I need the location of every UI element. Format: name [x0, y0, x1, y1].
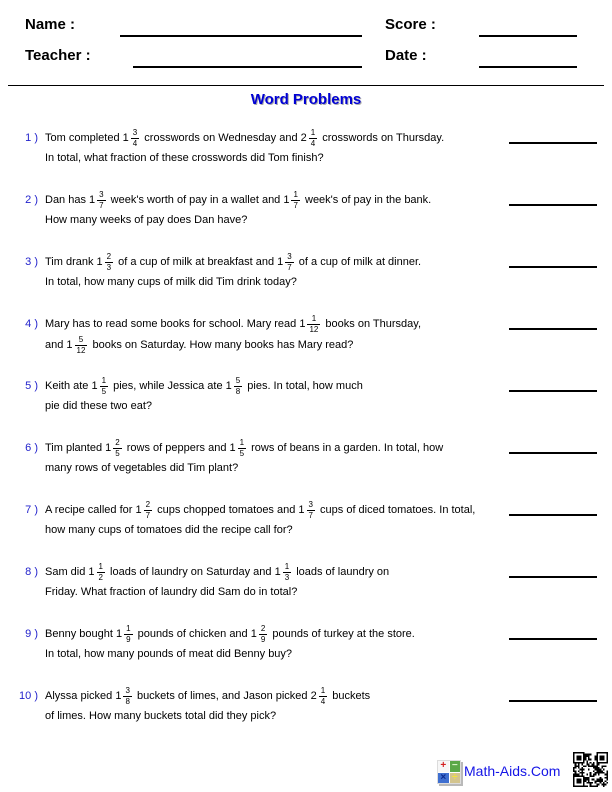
answer-blank-line: [509, 266, 597, 268]
fraction: $\frac{1}{5}$: [239, 438, 245, 458]
problem-row: [0, 622, 612, 663]
mixed-number: 2 $\frac{1}{4}$: [310, 686, 326, 706]
fraction: $\frac{1}{4}$: [310, 128, 316, 148]
problem-number: 10 ): [19, 690, 38, 702]
plus-icon: +: [438, 761, 449, 772]
problem-text: [45, 560, 389, 601]
problem-text-line: How many weeks of pay does Dan have?: [45, 214, 248, 226]
problem-row: [0, 312, 612, 353]
problem-text-line: A recipe called for 1 $\frac{2}{7}$ cups chopped tomatoes and 1 $\frac{3}{7}$ cups of diced tomatoes. In total,: [45, 500, 476, 520]
problem-text-line: of limes. How many buckets total did they pick?: [45, 710, 277, 722]
mixed-number: 1 $\frac{2}{3}$: [96, 252, 112, 272]
mixed-number: 2 $\frac{1}{4}$: [300, 128, 316, 148]
mixed-number: 1 $\frac{1}{7}$: [283, 190, 298, 210]
mixed-number: 1 $\frac{1}{9}$: [115, 624, 131, 644]
mixed-number: 1 $\frac{1}{3}$: [274, 562, 290, 582]
problem-text: [45, 684, 370, 725]
fraction: $\frac{2}{5}$: [115, 438, 120, 458]
mixed-number: 1 $\frac{2}{9}$: [250, 624, 266, 644]
fraction: $\frac{2}{9}$: [260, 624, 266, 644]
problem-text-line: In total, how many pounds of meat did Benny buy?: [45, 648, 293, 660]
answer-blank-line: [509, 576, 597, 578]
answer-blank-line: [509, 328, 597, 330]
problem-number: 7 ): [25, 504, 38, 516]
fraction: $\frac{1}{4}$: [320, 686, 326, 706]
problem-text: [45, 622, 415, 663]
answer-blank-line: [509, 700, 597, 702]
fraction: $\frac{5}{8}$: [235, 376, 241, 396]
problem-text: [45, 498, 475, 539]
problem-number: 3 ): [25, 256, 38, 268]
mixed-number: 1 $\frac{1}{2}$: [88, 562, 103, 582]
problem-text-line: Mary has to read some books for school. Mary read 1 $\frac{1}{12}$ books on Thursday,: [45, 314, 422, 334]
mixed-number: 1 $\frac{3}{4}$: [122, 128, 138, 148]
problem-row: [0, 126, 612, 167]
problem-row: [0, 374, 612, 415]
answer-blank-line: [509, 452, 597, 454]
problem-row: [0, 250, 612, 291]
multiply-icon: ×: [438, 773, 449, 784]
mixed-number: 1 $\frac{2}{7}$: [135, 500, 151, 520]
problem-number: 4 ): [25, 318, 38, 330]
mixed-number: 1 $\frac{1}{5}$: [229, 438, 245, 458]
problem-number: 6 ): [25, 442, 38, 454]
fraction: $\frac{1}{9}$: [126, 624, 131, 644]
fraction: $\frac{2}{7}$: [145, 500, 151, 520]
fraction: $\frac{1}{5}$: [101, 376, 107, 396]
answer-blank-line: [509, 638, 597, 640]
fraction: $\frac{1}{2}$: [98, 562, 103, 582]
problem-text: [45, 188, 431, 229]
mixed-number: 1 $\frac{3}{7}$: [298, 500, 313, 520]
divide-icon: ÷: [450, 773, 461, 784]
minus-icon: −: [450, 761, 461, 772]
answer-blank-line: [509, 390, 597, 392]
problem-text-line: Dan has 1 $\frac{3}{7}$ week's worth of pay in a wallet and 1 $\frac{1}{7}$ week's of pay in the bank.: [45, 190, 432, 210]
fraction: $\frac{1}{12}$: [309, 314, 319, 334]
mixed-number: 1 $\frac{5}{8}$: [225, 376, 241, 396]
problem-text-line: Keith ate 1 $\frac{1}{5}$ pies, while Jessica ate 1 $\frac{5}{8}$ pies. In total, how much: [45, 376, 363, 396]
fraction: $\frac{1}{3}$: [284, 562, 290, 582]
problem-text-line: Sam did 1 $\frac{1}{2}$ loads of laundry on Saturday and 1 $\frac{1}{3}$ loads of laundry on: [45, 562, 390, 582]
problem-text-line: how many cups of tomatoes did the recipe call for?: [45, 524, 293, 536]
problem-number: 8 ): [25, 566, 38, 578]
problem-text-line: Friday. What fraction of laundry did Sam do in total?: [45, 586, 298, 598]
fraction: $\frac{3}{8}$: [125, 686, 130, 706]
math-aids-logo-icon: [437, 760, 461, 784]
mixed-number: 1 $\frac{1}{12}$: [299, 314, 319, 334]
problem-text: [45, 312, 421, 353]
problem-text: [45, 436, 443, 477]
problem-text-line: many rows of vegetables did Tim plant?: [45, 462, 239, 474]
problem-number: 2 ): [25, 194, 38, 206]
answer-blank-line: [509, 514, 597, 516]
fraction: $\frac{3}{7}$: [99, 190, 104, 210]
problem-row: [0, 560, 612, 601]
mixed-number: 1 $\frac{3}{8}$: [115, 686, 130, 706]
page-title: Word Problems: [250, 91, 362, 108]
problem-text-line: In total, how many cups of milk did Tim drink today?: [45, 276, 297, 288]
problem-text-line: and 1 $\frac{5}{12}$ books on Saturday. How many books has Mary read?: [45, 335, 354, 355]
score-label: Score :: [385, 16, 436, 33]
problem-text: [45, 126, 444, 167]
problem-row: [0, 684, 612, 725]
answer-blank-line: [509, 142, 597, 144]
qr-code: [573, 752, 608, 787]
mixed-number: 1 $\frac{5}{12}$: [66, 335, 86, 355]
mixed-number: 1 $\frac{3}{7}$: [277, 252, 292, 272]
problem-text-line: Tom completed 1 $\frac{3}{4}$ crosswords on Wednesday and 2 $\frac{1}{4}$ crosswords on Thursday.: [45, 128, 445, 148]
mixed-number: 1 $\frac{1}{5}$: [91, 376, 107, 396]
date-label: Date :: [385, 47, 427, 64]
problem-row: [0, 436, 612, 477]
problem-text-line: pie did these two eat?: [45, 400, 153, 412]
problem-text: [45, 374, 363, 415]
problem-row: [0, 188, 612, 229]
fraction: $\frac{3}{7}$: [287, 252, 292, 272]
fraction: $\frac{1}{7}$: [293, 190, 298, 210]
mixed-number: 1 $\frac{3}{7}$: [89, 190, 104, 210]
fraction: $\frac{3}{4}$: [132, 128, 138, 148]
brand-link[interactable]: Math-Aids.Com: [464, 763, 561, 779]
teacher-label: Teacher :: [25, 47, 91, 64]
problem-text-line: Tim planted 1 $\frac{2}{5}$ rows of peppers and 1 $\frac{1}{5}$ rows of beans in a garden. In total, how: [45, 438, 444, 458]
problem-text-line: Benny bought 1 $\frac{1}{9}$ pounds of chicken and 1 $\frac{2}{9}$ pounds of turkey at the store.: [45, 624, 415, 644]
fraction: $\frac{2}{3}$: [106, 252, 112, 272]
problem-text-line: In total, what fraction of these crosswords did Tom finish?: [45, 152, 324, 164]
problem-text: [45, 250, 421, 291]
problem-number: 1 ): [25, 132, 38, 144]
fraction: $\frac{5}{12}$: [76, 335, 86, 355]
problem-text-line: Alyssa picked 1 $\frac{3}{8}$ buckets of limes, and Jason picked 2 $\frac{1}{4}$ buckets: [45, 686, 371, 706]
problem-number: 5 ): [25, 380, 38, 392]
mixed-number: 1 $\frac{2}{5}$: [105, 438, 120, 458]
problem-row: [0, 498, 612, 539]
problem-text-line: Tim drank 1 $\frac{2}{3}$ of a cup of milk at breakfast and 1 $\frac{3}{7}$ of a cup of milk at dinner.: [45, 252, 422, 272]
fraction: $\frac{3}{7}$: [308, 500, 313, 520]
name-label: Name :: [25, 16, 76, 33]
problem-number: 9 ): [25, 628, 38, 640]
answer-blank-line: [509, 204, 597, 206]
